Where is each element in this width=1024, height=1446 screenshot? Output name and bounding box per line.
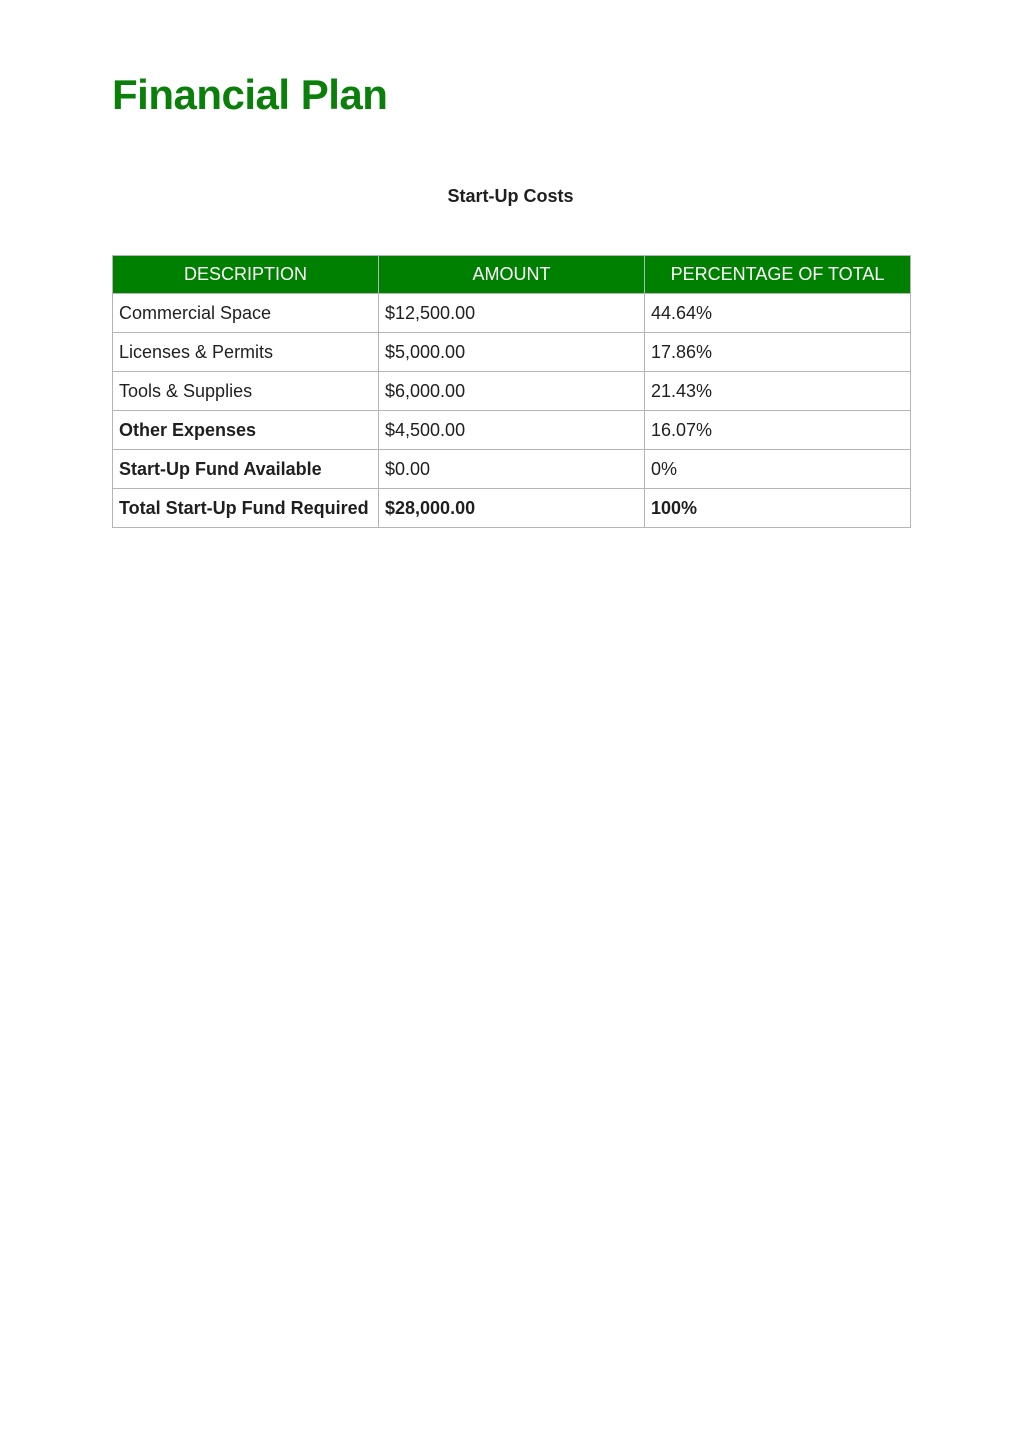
cell-description: Commercial Space [113, 294, 379, 333]
cell-amount: $5,000.00 [379, 333, 645, 372]
section-title: Start-Up Costs [447, 186, 574, 206]
table-row [113, 333, 911, 372]
column-header-description: DESCRIPTION [113, 256, 379, 294]
cell-description: Total Start-Up Fund Required [113, 489, 379, 528]
cell-description: Licenses & Permits [113, 333, 379, 372]
cell-amount: $0.00 [379, 450, 645, 489]
cell-percentage: 100% [645, 489, 911, 528]
table-row [113, 450, 911, 489]
cell-description: Start-Up Fund Available [113, 450, 379, 489]
cell-percentage: 16.07% [645, 411, 911, 450]
column-header-amount: AMOUNT [379, 256, 645, 294]
cell-description: Tools & Supplies [113, 372, 379, 411]
page-title: Financial Plan [112, 71, 388, 118]
startup-costs-table [112, 255, 911, 528]
cell-amount: $6,000.00 [379, 372, 645, 411]
table-header-row [113, 256, 911, 294]
cell-amount: $4,500.00 [379, 411, 645, 450]
table-row [113, 294, 911, 333]
cell-percentage: 17.86% [645, 333, 911, 372]
table-row [113, 411, 911, 450]
cell-percentage: 0% [645, 450, 911, 489]
cell-percentage: 21.43% [645, 372, 911, 411]
column-header-percentage: PERCENTAGE OF TOTAL [645, 256, 911, 294]
cell-amount: $28,000.00 [379, 489, 645, 528]
cell-description: Other Expenses [113, 411, 379, 450]
cell-percentage: 44.64% [645, 294, 911, 333]
table-total-row [113, 489, 911, 528]
table-row [113, 372, 911, 411]
cell-amount: $12,500.00 [379, 294, 645, 333]
